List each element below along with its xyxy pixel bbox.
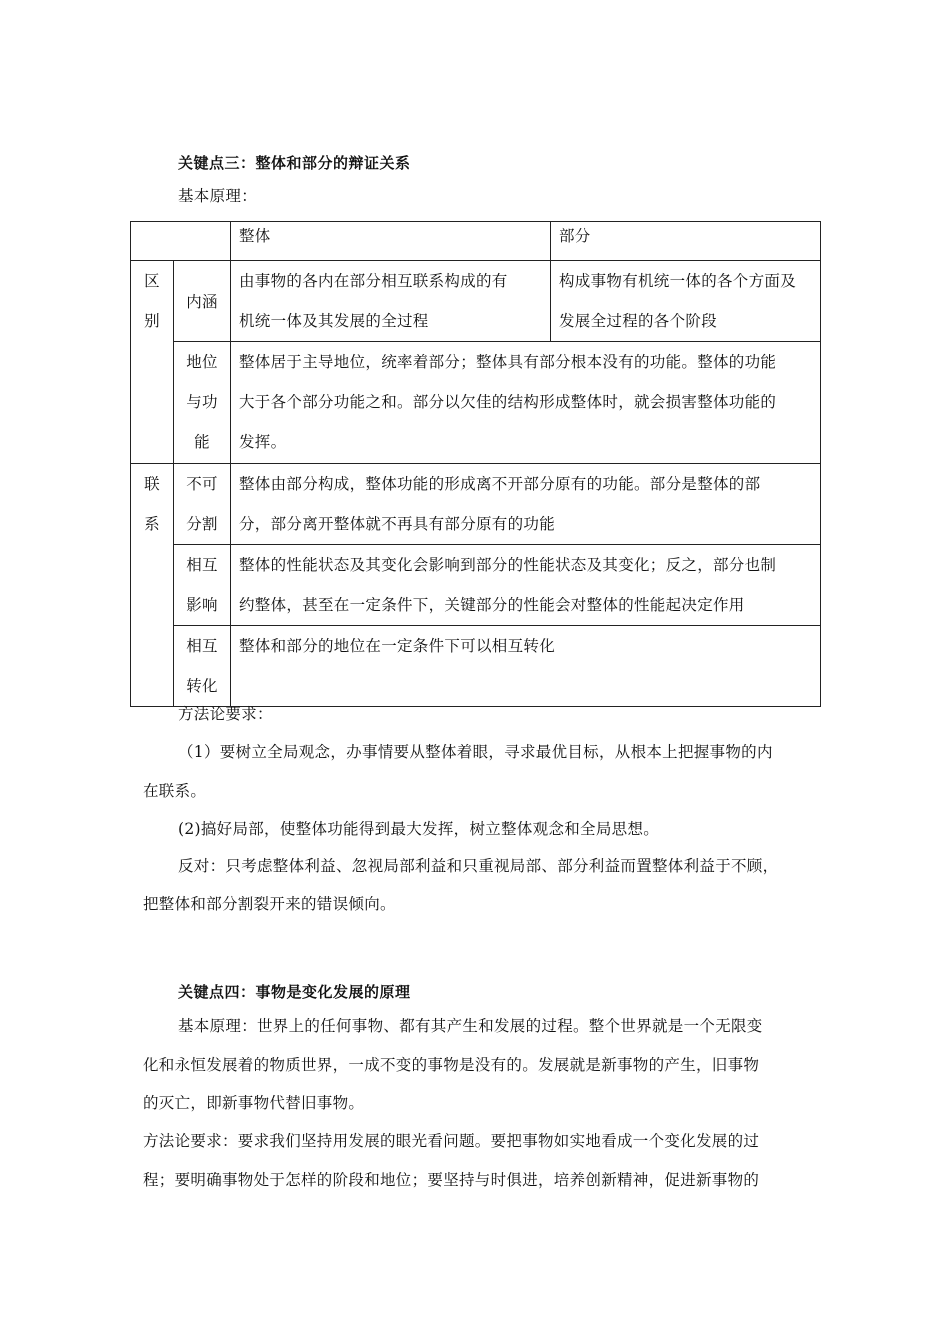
section4-heading: 关键点四：事物是变化发展的原理 [178, 983, 411, 1001]
requirement-1-line1: （1）要树立全局观念，办事情要从整体着眼，寻求最优目标，从根本上把握事物的内 [178, 743, 773, 761]
requirement-1-line2: 在联系。 [143, 782, 207, 800]
connotation-whole: 由事物的各内在部分相互联系构成的有 机统一体及其发展的全过程 [231, 261, 551, 342]
table-row [131, 464, 821, 545]
table-row [131, 626, 821, 707]
row-label-status: 地位 与功 能 [174, 342, 231, 464]
row-label-inseparable: 不可 分割 [174, 464, 231, 545]
basic-principle-label: 基本原理： [178, 187, 258, 205]
section3-heading: 关键点三：整体和部分的辩证关系 [178, 154, 411, 172]
transform-content: 整体和部分的地位在一定条件下可以相互转化 [231, 626, 821, 707]
section4-basic-line1: 基本原理：世界上的任何事物、都有其产生和发展的过程。整个世界就是一个无限变 [178, 1017, 763, 1035]
method-label: 方法论要求： [178, 705, 273, 723]
table-row [131, 342, 821, 464]
table-header-row [131, 222, 821, 261]
table-corner-cell [131, 222, 231, 261]
section4-method-line2: 程；要明确事物处于怎样的阶段和地位；要坚持与时俱进，培养创新精神，促进新事物的 [143, 1171, 760, 1189]
influence-content: 整体的性能状态及其变化会影响到部分的性能状态及其变化；反之，部分也制 约整体，甚至在一定条件下，关键部分的性能会对整体的性能起决定作用 [231, 545, 821, 626]
section4-basic-line3: 的灭亡，即新事物代替旧事物。 [143, 1094, 365, 1112]
header-whole: 整体 [231, 222, 551, 261]
row-label-influence: 相互 影响 [174, 545, 231, 626]
oppose-line1: 反对：只考虑整体利益、忽视局部利益和只重视局部、部分利益而置整体利益于不顾， [178, 857, 779, 875]
whole-part-table [130, 221, 821, 707]
connotation-part: 构成事物有机统一体的各个方面及 发展全过程的各个阶段 [551, 261, 821, 342]
table-row [131, 545, 821, 626]
oppose-line2: 把整体和部分割裂开来的错误倾向。 [143, 895, 396, 913]
inseparable-content: 整体由部分构成，整体功能的形成离不开部分原有的功能。部分是整体的部 分，部分离开整体就不再具有部分原有的功能 [231, 464, 821, 545]
table-row [131, 261, 821, 342]
row-label-transform: 相互 转化 [174, 626, 231, 707]
group-connection: 联 系 [131, 464, 174, 707]
header-part: 部分 [551, 222, 821, 261]
row-label-connotation: 内涵 [174, 261, 231, 342]
section4-method-line1: 方法论要求：要求我们坚持用发展的眼光看问题。要把事物如实地看成一个变化发展的过 [143, 1132, 760, 1150]
requirement-2: (2)搞好局部，使整体功能得到最大发挥，树立整体观念和全局思想。 [178, 820, 660, 838]
group-distinction: 区 别 [131, 261, 174, 464]
section4-basic-line2: 化和永恒发展着的物质世界，一成不变的事物是没有的。发展就是新事物的产生，旧事物 [143, 1056, 760, 1074]
status-content: 整体居于主导地位，统率着部分；整体具有部分根本没有的功能。整体的功能 大于各个部分功能之和。部分以欠佳的结构形成整体时，就会损害整体功能的 发挥。 [231, 342, 821, 464]
